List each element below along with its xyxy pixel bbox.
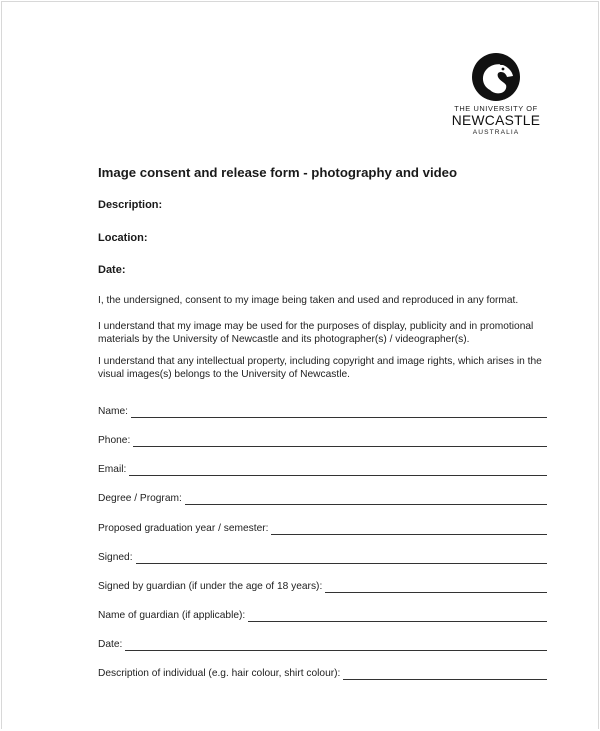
individual-description-field[interactable] bbox=[98, 666, 547, 680]
guardian-signature-input-line[interactable] bbox=[325, 583, 547, 593]
consent-paragraph-1: I, the undersigned, consent to my image being taken and used and reproduced in any format. bbox=[98, 295, 519, 306]
email-label: Email: bbox=[98, 464, 127, 475]
email-input-line[interactable] bbox=[129, 466, 547, 476]
phone-label: Phone: bbox=[98, 435, 131, 446]
name-label: Name: bbox=[98, 406, 129, 417]
name-field[interactable] bbox=[98, 404, 547, 418]
guardian-name-label: Name of guardian (if applicable): bbox=[98, 610, 246, 621]
consent-paragraph-3: I understand that any intellectual property, including copyright and image rights, which arises in the visual images(s) belongs to the University of Newcastle. bbox=[98, 356, 542, 380]
location-header: Location: bbox=[98, 232, 148, 244]
degree-program-input-line[interactable] bbox=[185, 495, 547, 505]
guardian-name-field[interactable] bbox=[98, 608, 547, 622]
signed-field[interactable] bbox=[98, 550, 547, 564]
graduation-year-label: Proposed graduation year / semester: bbox=[98, 523, 269, 534]
email-field[interactable] bbox=[98, 462, 547, 476]
document-page bbox=[1, 1, 599, 729]
date-field[interactable] bbox=[98, 637, 547, 651]
date-label: Date: bbox=[98, 639, 123, 650]
name-input-line[interactable] bbox=[131, 408, 547, 418]
guardian-signature-label: Signed by guardian (if under the age of 18 years): bbox=[98, 581, 323, 592]
logo-line-1: THE UNIVERSITY OF bbox=[454, 104, 538, 113]
logo-line-2: NEWCASTLE bbox=[451, 113, 541, 128]
guardian-signature-field[interactable] bbox=[98, 579, 547, 593]
university-logo bbox=[448, 52, 544, 137]
phone-field[interactable] bbox=[98, 433, 547, 447]
form-title: Image consent and release form - photography and video bbox=[98, 165, 458, 180]
consent-paragraph-2: I understand that my image may be used for the purposes of display, publicity and in promotional materials by the University of Newcastle and its photographer(s) / videographer(s). bbox=[98, 321, 534, 345]
date-header: Date: bbox=[98, 264, 126, 276]
degree-program-field[interactable] bbox=[98, 491, 547, 505]
individual-description-label: Description of individual (e.g. hair colour, shirt colour): bbox=[98, 668, 341, 679]
graduation-year-input-line[interactable] bbox=[271, 525, 547, 535]
graduation-year-field[interactable] bbox=[98, 521, 547, 535]
signed-input-line[interactable] bbox=[136, 554, 547, 564]
logo-line-3: AUSTRALIA bbox=[472, 129, 520, 136]
description-header: Description: bbox=[98, 199, 163, 211]
seahorse-emblem-icon bbox=[470, 52, 522, 102]
individual-description-input-line[interactable] bbox=[343, 670, 547, 680]
date-input-line[interactable] bbox=[125, 641, 547, 651]
degree-program-label: Degree / Program: bbox=[98, 493, 182, 504]
guardian-name-input-line[interactable] bbox=[248, 612, 547, 622]
signed-label: Signed: bbox=[98, 552, 133, 563]
phone-input-line[interactable] bbox=[133, 437, 547, 447]
